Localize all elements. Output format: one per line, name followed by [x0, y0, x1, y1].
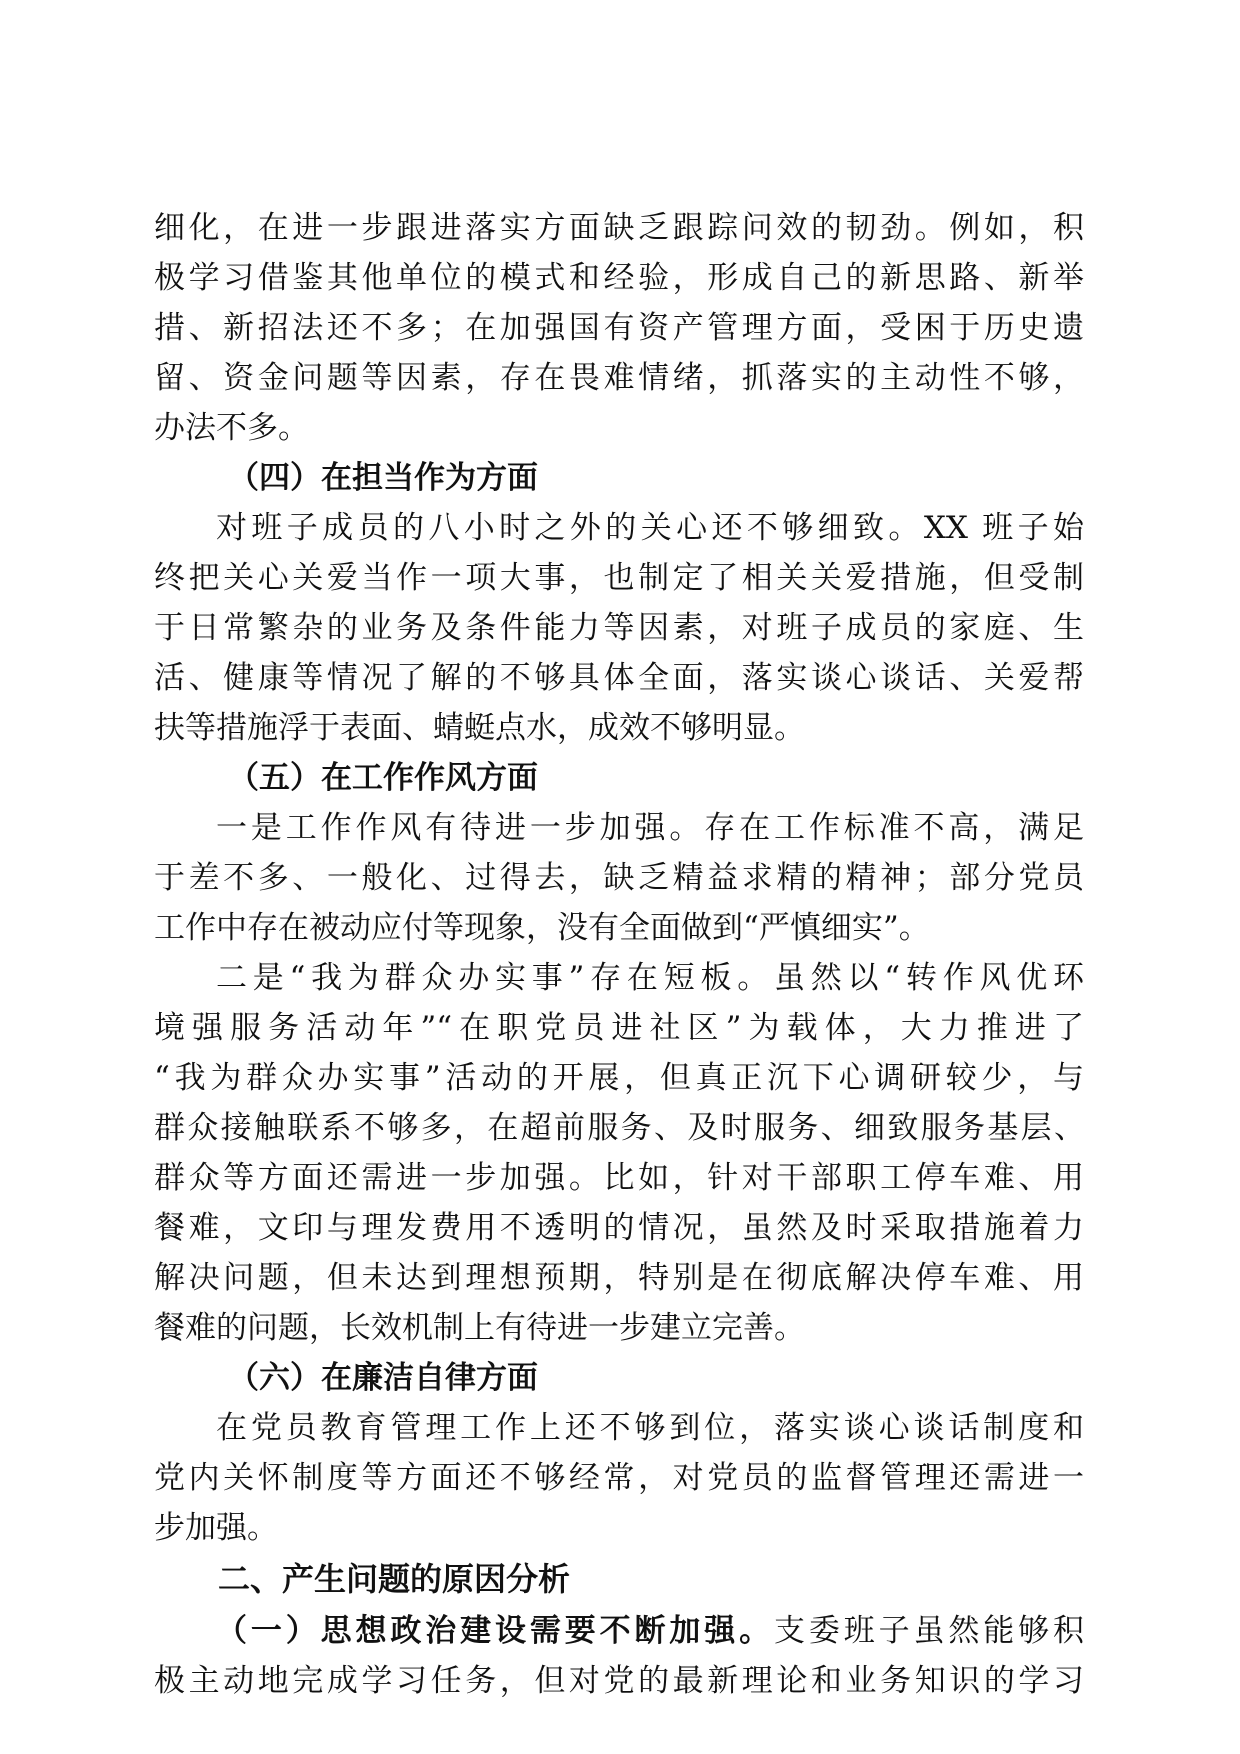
text-line: 二是“我为群众办实事”存在短板。虽然以“转作风优环 — [216, 960, 1084, 996]
text-line: 境强服务活动年”“在职党员进社区”为载体，大力推进了 — [154, 1010, 1084, 1046]
text-line: 留、资金问题等因素，存在畏难情绪，抓落实的主动性不够， — [154, 360, 1084, 396]
paragraph — [154, 803, 1084, 953]
text-line: 极主动地完成学习任务，但对党的最新理论和业务知识的学习 — [154, 1663, 1084, 1699]
text-line: 步加强。 — [154, 1510, 278, 1546]
text-line: 于差不多、一般化、过得去，缺乏精益求精的精神；部分党员 — [154, 860, 1084, 896]
text-line: 解决问题，但未达到理想预期，特别是在彻底解决停车难、用 — [154, 1260, 1084, 1296]
paragraph — [154, 953, 1084, 1353]
text-line: 餐难，文印与理发费用不透明的情况，虽然及时采取措施着力 — [154, 1210, 1084, 1246]
text-line: 群众接触联系不够多，在超前服务、及时服务、细致服务基层、 — [154, 1110, 1084, 1146]
text-line: 于日常繁杂的业务及条件能力等因素，对班子成员的家庭、生 — [154, 610, 1084, 646]
paragraph — [154, 1403, 1084, 1553]
text-line: 极学习借鉴其他单位的模式和经验，形成自己的新思路、新举 — [154, 260, 1084, 296]
section-heading-5: （五）在工作作风方面 — [228, 760, 538, 796]
document-body — [154, 203, 1084, 1706]
text-line: “我为群众办实事”活动的开展，但真正沉下心调研较少，与 — [154, 1060, 1084, 1096]
text-line: 餐难的问题，长效机制上有待进一步建立完善。 — [154, 1310, 805, 1346]
paragraph-lead: （一）思想政治建设需要不断加强。 — [216, 1613, 774, 1649]
text-line: 扶等措施浮于表面、蜻蜓点水，成效不够明显。 — [154, 710, 805, 746]
paragraph-text: 支委班子虽然能够积 — [774, 1613, 1084, 1649]
paragraph — [154, 503, 1084, 753]
section-heading-4: （四）在担当作为方面 — [228, 460, 538, 496]
text-line: 措、新招法还不多；在加强国有资产管理方面，受困于历史遗 — [154, 310, 1084, 346]
paragraph — [154, 203, 1084, 453]
text-line: 办法不多。 — [154, 410, 309, 446]
text-line: 在党员教育管理工作上还不够到位，落实谈心谈话制度和 — [216, 1410, 1084, 1446]
section-heading-6: （六）在廉洁自律方面 — [228, 1360, 538, 1396]
text-line: 终把关心关爱当作一项大事，也制定了相关关爱措施，但受制 — [154, 560, 1084, 596]
text-line: 党内关怀制度等方面还不够经常，对党员的监督管理还需进一 — [154, 1460, 1084, 1496]
text-line: 对班子成员的八小时之外的关心还不够细致。XX 班子始 — [216, 510, 1084, 546]
text-line: 细化，在进一步跟进落实方面缺乏跟踪问效的韧劲。例如，积 — [154, 210, 1084, 246]
text-line — [154, 1606, 1084, 1656]
text-line: 一是工作作风有待进一步加强。存在工作标准不高，满足 — [216, 810, 1084, 846]
text-line: 工作中存在被动应付等现象，没有全面做到“严慎细实”。 — [154, 910, 930, 946]
chapter-heading: 二、产生问题的原因分析 — [218, 1560, 571, 1598]
text-line: 活、健康等情况了解的不够具体全面，落实谈心谈话、关爱帮 — [154, 660, 1084, 696]
paragraph — [154, 1606, 1084, 1706]
text-line: 群众等方面还需进一步加强。比如，针对干部职工停车难、用 — [154, 1160, 1084, 1196]
